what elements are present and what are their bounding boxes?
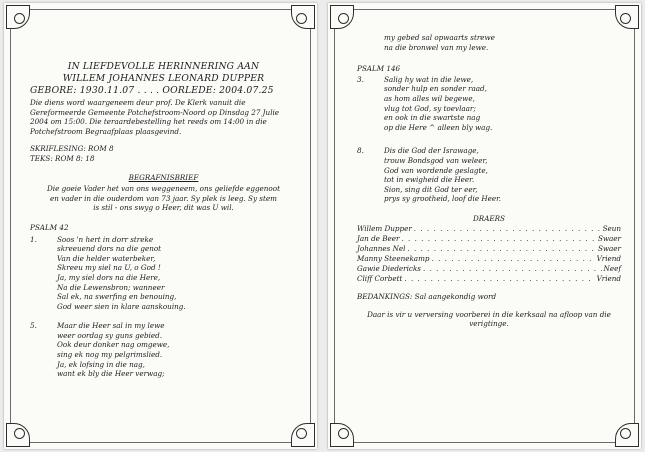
leader-dots — [404, 274, 594, 284]
verse-lines — [384, 146, 501, 204]
verse-line: trouw Bondsgod van weleer, — [384, 155, 488, 165]
acknowledgements-note: BEDANKINGS: Sal aangekondig word — [357, 292, 497, 302]
leader-dots — [423, 264, 602, 274]
pallbearer-relation: Vriend — [596, 274, 621, 284]
verse-lines — [57, 235, 186, 312]
verse-line: sonder hulp en sonder raad, — [384, 84, 487, 94]
verse-line: Sion, sing dit God ter eer, — [384, 184, 478, 194]
pallbearer-name: Cliff Corbett — [357, 274, 403, 284]
pallbearer-row — [357, 224, 621, 234]
verse-number: 5. — [30, 321, 37, 331]
psalm-continuation — [357, 33, 621, 52]
verse-line: sing ek nog my pelgrimslied. — [57, 350, 163, 360]
verse-line: Ja, my siel dors na die Here, — [57, 272, 161, 282]
verse-line: Na die Lewensbron; wanneer — [57, 282, 165, 292]
pallbearer-relation: Swaer — [597, 234, 621, 244]
verse-line: op die Here ^ alleen bly wag. — [384, 122, 493, 132]
pallbearer-name: Johannes Nel — [357, 244, 406, 254]
pallbearer-relation: Swaer — [597, 244, 621, 254]
left-page-content — [30, 61, 297, 379]
verse-line: God van wordende geslagte, — [384, 165, 488, 175]
psalm-verse — [30, 321, 297, 379]
psalm-heading: PSALM 146 — [357, 64, 401, 74]
leader-dots — [401, 234, 595, 244]
verse-line: my gebed sal opwaarts strewe — [384, 33, 495, 42]
funeral-letter-line: en vader in die ouderdom van 73 jaar. Sy plek is leeg. Sy stem — [50, 193, 277, 203]
pallbearer-row — [357, 254, 621, 264]
verse-line: Van die helder waterbeker, — [57, 253, 156, 263]
pallbearer-relation: Neef — [603, 264, 621, 274]
leader-dots — [432, 254, 595, 264]
leader-dots — [407, 244, 595, 254]
left-page — [4, 3, 317, 449]
right-page-content — [357, 33, 621, 329]
verse-lines — [384, 75, 492, 133]
psalm-verse — [357, 146, 621, 204]
pallbearers-heading: DRAERS — [473, 213, 505, 223]
verse-line: God weer sien in klare aanskouing. — [57, 301, 186, 311]
service-intro: Die diens word waargeneem deur prof. De Klerk vanuit die Gereformeerde Gemeente Potchefstroom-Noord op Dinsdag 27 Julie 2004 om 15:00. Die teraardebestelling het reeds om 14:00 in die Potchefstroom Begraafplaas plaasgevind. — [30, 98, 280, 136]
psalm-heading: PSALM 42 — [30, 222, 69, 232]
verse-line: weer oordag sy guns gebied. — [57, 330, 163, 340]
verse-line: Ja, ek lofsing in die nag, — [57, 359, 145, 369]
verse-line: want ek bly die Heer verwag; — [57, 369, 165, 379]
pallbearer-name: Manny Steenekamp — [357, 254, 430, 264]
refreshments-note: Daar is vir u verversing voorberei in die kerksaal na afloop van die verigtinge. — [367, 309, 611, 329]
verse-line: Dis die God der Israwage, — [384, 146, 479, 156]
verse-line: vlug tot God, sy toevlaar; — [384, 103, 476, 113]
pallbearer-row — [357, 274, 621, 284]
verse-line: Skreeu my siel na U, o God ! — [57, 263, 161, 273]
funeral-letter — [30, 184, 297, 213]
verse-line: Sal ek, na swerfing en benouing, — [57, 292, 177, 302]
pallbearer-relation: Seun — [602, 224, 621, 233]
pallbearer-name: Gawie Diedericks — [357, 264, 421, 274]
pallbearer-name: Jan de Beer — [357, 234, 400, 244]
verse-number: 3. — [357, 74, 364, 84]
verse-line: en ook in die swartste nag — [384, 113, 481, 123]
pallbearer-row — [357, 264, 621, 274]
verse-line: tot in ewigheid die Heer. — [384, 175, 475, 185]
verse-line: Ook deur donker nag omgewe, — [57, 340, 170, 350]
sermon-text: TEKS: ROM 8: 18 — [30, 153, 95, 163]
title-line-dedication: IN LIEFDEVOLLE HERINNERING AAN — [67, 61, 260, 72]
pallbearer-row — [357, 234, 621, 244]
pallbearers-list — [357, 224, 621, 284]
verse-line: na die bronwel van my lewe. — [384, 42, 489, 52]
scripture-reading: SKRIFLESING: ROM 8 — [30, 144, 114, 154]
verse-line: skreeuend dors na die genot — [57, 244, 162, 254]
funeral-letter-line: is stil - ons swyg o Heer, dit was U wil. — [93, 203, 234, 213]
right-page — [328, 3, 641, 449]
verse-lines — [57, 321, 169, 379]
verse-line: as hom alles wil begewe, — [384, 93, 475, 103]
verse-number: 8. — [357, 146, 364, 156]
pallbearer-relation: Vriend — [596, 254, 621, 264]
verse-number: 1. — [30, 234, 37, 244]
funeral-letter-line: Die goeie Vader het van ons weggeneem, ons geliefde eggenoot — [47, 184, 280, 194]
verse-line: Maar die Heer sal in my lewe — [57, 321, 165, 331]
psalm-verse — [30, 235, 297, 312]
verse-line: Soos 'n hert in dorr streke — [57, 234, 154, 244]
funeral-letter-heading: BEGRAFNISBRIEF — [128, 172, 199, 182]
leader-dots — [414, 224, 601, 234]
memorial-title — [30, 61, 297, 97]
title-line-dates: GEBORE: 1930.11.07 . . . . OORLEDE: 2004.07.25 — [30, 85, 274, 96]
verse-line: Salig hy wat in die lewe, — [384, 74, 474, 84]
pallbearer-name: Willem Dupper — [357, 224, 412, 233]
verse-line: prys sy grootheid, loof die Heer. — [384, 194, 502, 204]
title-line-name: WILLEM JOHANNES LEONARD DUPPER — [62, 73, 265, 84]
pallbearer-row — [357, 244, 621, 254]
psalm-verse — [357, 75, 621, 133]
